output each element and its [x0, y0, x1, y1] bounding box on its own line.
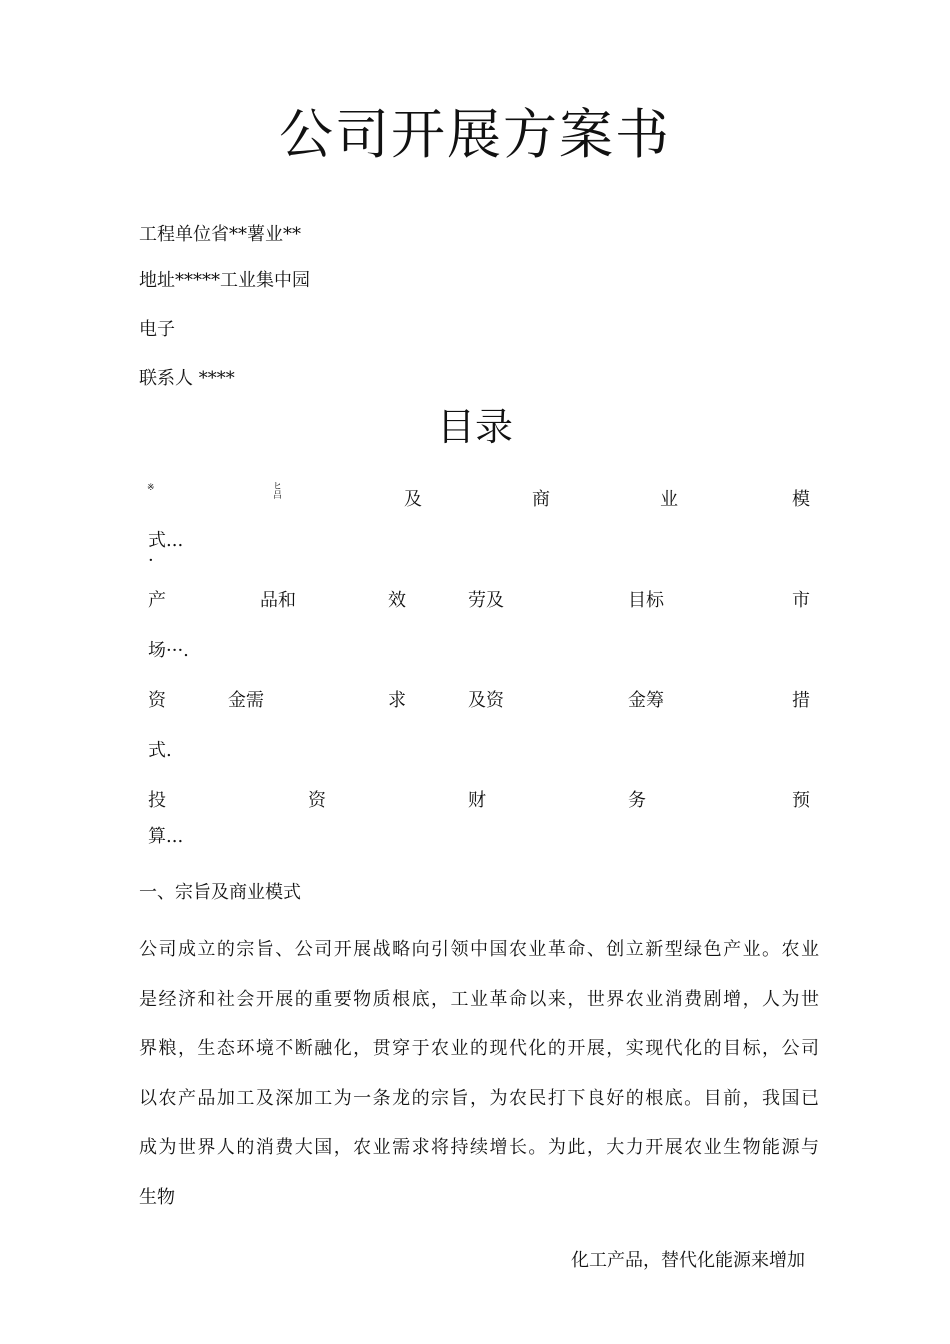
toc-entry1-word4: 商	[532, 489, 550, 510]
toc-entry2-word2: 品和	[260, 590, 296, 611]
paragraph-line: 是经济和社会开展的重要物质根底，工业革命以来，世界农业消费剧增，人为世	[139, 988, 819, 1010]
paragraph-line: 以农产品加工及深加工为一条龙的宗旨，为农民打下良好的根底。目前，我国已	[139, 1087, 819, 1109]
toc-entry2-word4: 劳及	[468, 590, 504, 611]
toc-entry1-continuation: 式...	[148, 530, 184, 551]
paragraph-line: 界粮，生态环境不断融化，贯穿于农业的现代化的开展，实现代化的目标，公司	[139, 1038, 819, 1060]
continuation-text: 化工产品，替代化能源来增加	[571, 1250, 805, 1271]
toc-entry3-word4: 及资	[468, 690, 504, 711]
toc-entry4-word5: 预	[792, 790, 810, 811]
toc-entry4-word1: 投	[148, 790, 166, 811]
toc-entry4-word2: 资	[308, 790, 326, 811]
toc-entry1-word2: ヒ 吕	[273, 482, 283, 501]
toc-entry3-word3: 求	[388, 690, 406, 711]
section-heading: 一、宗旨及商业模式	[139, 882, 301, 903]
toc-entry1-word5: 业	[660, 489, 678, 510]
section-paragraph	[139, 925, 819, 1223]
phone-line: 电子	[139, 319, 175, 340]
toc-entry3-word5: 金筹	[628, 690, 664, 711]
toc-entry1-word1: ※	[147, 483, 155, 493]
toc-entry3-word2: 金需	[228, 690, 264, 711]
toc-entry2-word3: 效	[388, 590, 406, 611]
project-unit-line: 工程单位省**薯业**	[139, 224, 301, 245]
toc-entry2-continuation: 场···.	[148, 640, 189, 661]
document-title: 公司开展方案书	[279, 103, 671, 166]
address-line: 地址*****工业集中园	[139, 270, 310, 291]
toc-entry4-word3: 财	[468, 790, 486, 811]
toc-title: 目录	[436, 405, 513, 449]
toc-entry1-word3: 及	[404, 489, 422, 510]
toc-entry4-word4: 务	[628, 790, 646, 811]
paragraph-line: 成为世界人的消费大国，农业需求将持续增长。为此，大力开展农业生物能源与	[139, 1137, 819, 1159]
toc-entry2-word1: 产	[148, 590, 166, 611]
toc-entry3-continuation: 式.	[148, 740, 172, 761]
toc-entry3-word1: 资	[148, 690, 166, 711]
toc-entry4-continuation: 算...	[148, 826, 184, 847]
toc-entry1-dot: ·	[148, 550, 154, 571]
toc-entry2-word5: 目标	[628, 590, 664, 611]
paragraph-line: 生物	[139, 1186, 175, 1208]
paragraph-line: 公司成立的宗旨、公司开展战略向引领中国农业革命、创立新型绿色产业。农业	[139, 939, 819, 960]
toc-entry3-word6: 措	[792, 690, 810, 711]
toc-entry2-word6: 市	[792, 590, 810, 611]
contact-line: 联系人 ****	[139, 368, 235, 389]
toc-entry1-word6: 模	[792, 489, 810, 510]
